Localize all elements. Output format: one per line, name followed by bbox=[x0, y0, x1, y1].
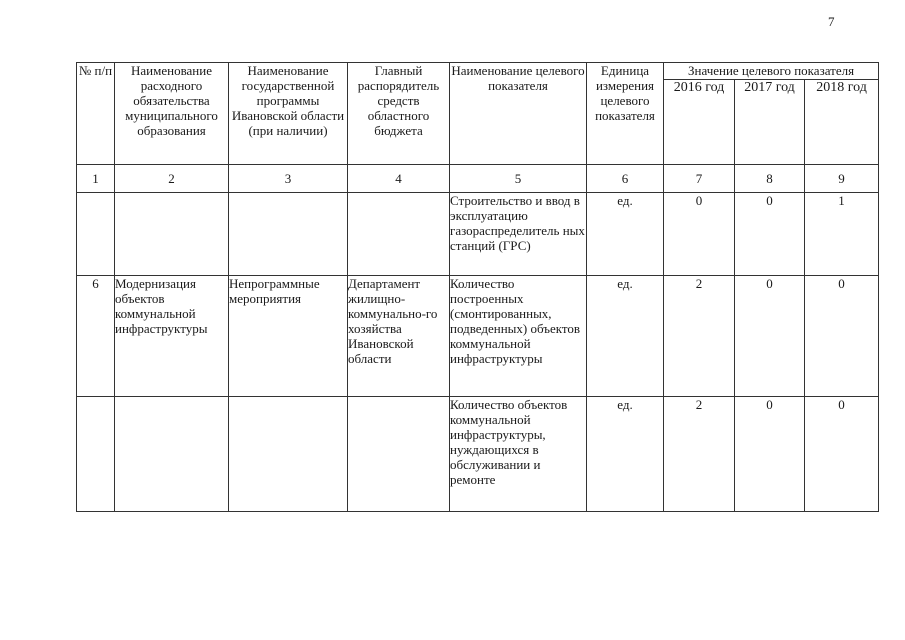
column-number: 5 bbox=[450, 165, 587, 193]
row-unit: ед. bbox=[587, 397, 664, 512]
row-value-2016: 0 bbox=[664, 193, 735, 276]
column-number: 6 bbox=[587, 165, 664, 193]
row-administrator bbox=[348, 397, 450, 512]
row-number: 6 bbox=[77, 276, 115, 397]
row-obligation bbox=[115, 193, 229, 276]
header-target-values: Значение целевого показателя bbox=[664, 63, 879, 80]
table-row bbox=[77, 397, 879, 512]
row-administrator bbox=[348, 193, 450, 276]
row-number bbox=[77, 397, 115, 512]
row-program: Непрограммные мероприятия bbox=[229, 276, 348, 397]
table-row bbox=[77, 193, 879, 276]
row-value-2017: 0 bbox=[735, 397, 805, 512]
row-indicator: Количество объектов коммунальной инфраструктуры, нуждающихся в обслуживании и ремонте bbox=[450, 397, 587, 512]
column-number: 9 bbox=[805, 165, 879, 193]
row-administrator: Департамент жилищно-коммунально-го хозяйства Ивановской области bbox=[348, 276, 450, 397]
row-unit: ед. bbox=[587, 276, 664, 397]
row-value-2017: 0 bbox=[735, 276, 805, 397]
row-number bbox=[77, 193, 115, 276]
column-number: 1 bbox=[77, 165, 115, 193]
row-value-2018: 0 bbox=[805, 397, 879, 512]
row-value-2018: 0 bbox=[805, 276, 879, 397]
row-obligation: Модернизация объектов коммунальной инфраструктуры bbox=[115, 276, 229, 397]
row-program bbox=[229, 193, 348, 276]
row-indicator: Количество построенных (смонтированных, подведенных) объектов коммунальной инфраструктуры bbox=[450, 276, 587, 397]
row-program bbox=[229, 397, 348, 512]
header-obligation: Наименование расходного обязательства муниципального образования bbox=[115, 63, 229, 165]
row-obligation bbox=[115, 397, 229, 512]
column-number-row bbox=[77, 165, 879, 193]
row-value-2016: 2 bbox=[664, 276, 735, 397]
row-unit: ед. bbox=[587, 193, 664, 276]
row-indicator: Строительство и ввод в эксплуатацию газораспределитель ных станций (ГРС) bbox=[450, 193, 587, 276]
header-unit: Единица измерения целевого показателя bbox=[587, 63, 664, 165]
header-year-2018: 2018 год bbox=[805, 80, 879, 165]
column-number: 7 bbox=[664, 165, 735, 193]
target-indicators-table bbox=[76, 62, 879, 512]
header-year-2016: 2016 год bbox=[664, 80, 735, 165]
column-number: 2 bbox=[115, 165, 229, 193]
header-program: Наименование государственной программы Ивановской области (при наличии) bbox=[229, 63, 348, 165]
header-indicator: Наименование целевого показателя bbox=[450, 63, 587, 165]
page-number: 7 bbox=[828, 14, 835, 29]
row-value-2016: 2 bbox=[664, 397, 735, 512]
row-value-2017: 0 bbox=[735, 193, 805, 276]
header-row-top bbox=[77, 63, 879, 80]
row-value-2018: 1 bbox=[805, 193, 879, 276]
column-number: 3 bbox=[229, 165, 348, 193]
header-number: № п/п bbox=[77, 63, 115, 165]
header-administrator: Главный распорядитель средств областного бюджета bbox=[348, 63, 450, 165]
column-number: 4 bbox=[348, 165, 450, 193]
column-number: 8 bbox=[735, 165, 805, 193]
header-year-2017: 2017 год bbox=[735, 80, 805, 165]
table-row bbox=[77, 276, 879, 397]
